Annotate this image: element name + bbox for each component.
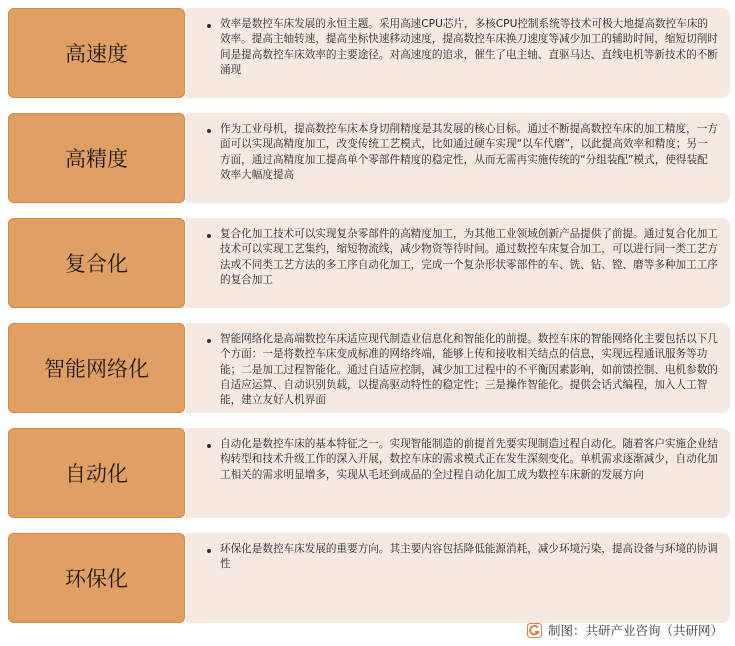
bullet-icon <box>207 234 211 238</box>
bullet-icon <box>207 24 211 28</box>
feature-list <box>8 8 730 623</box>
row-title: 高速度 <box>8 8 185 98</box>
row-description <box>186 218 730 308</box>
bullet-icon <box>207 129 211 133</box>
row-description <box>186 323 730 413</box>
gongyan-logo-icon <box>527 623 542 638</box>
bullet-icon <box>207 444 211 448</box>
row-description <box>186 533 730 623</box>
footer-text: 制图：共研产业咨询（共研网） <box>547 623 723 638</box>
list-item <box>8 218 730 308</box>
list-item <box>8 323 730 413</box>
list-item <box>8 428 730 518</box>
row-description <box>186 8 730 98</box>
list-item <box>8 113 730 203</box>
row-text: 环保化是数控车床发展的重要方向。其主要内容包括降低能源消耗，减少环境污染，提高设备与环境的协调性 <box>220 543 718 571</box>
list-item <box>8 8 730 98</box>
row-title: 智能网络化 <box>8 323 185 413</box>
bullet-icon <box>207 339 211 343</box>
row-text: 智能网络化是高端数控车床适应现代制造业信息化和智能化的前提。数控车床的智能网络化主要包括以下几个方面：一是将数控车床变成标准的网络终端，能够上传和接收相关结点的信息，实现远程通讯服务等功能；二是加工过程智能化。通过自适应控制，减少加工过程中的不平衡因素影响，如前馈控制、电机参数的自适应运算、自动识别负载，以提高驱动特性的稳定性；三是操作智能化。提供会话式编程，加入人工智能，建立友好人机界面 <box>220 333 718 407</box>
row-title: 高精度 <box>8 113 185 203</box>
row-text: 复合化加工技术可以实现复杂零部件的高精度加工，为其他工业领域创新产品提供了前提。通过复合化加工技术可以实现工艺集约，缩短物流线，减少物资等待时间。通过数控车床复合加工，可以进行同一类工艺方法或不同类工艺方法的多工序自动化加工，完成一个复杂形状零部件的车、铣、钻、镗、磨等多种加工工序的复合加工 <box>220 228 718 286</box>
row-description <box>186 113 730 203</box>
row-text: 作为工业母机，提高数控车床本身切削精度是其发展的核心目标。通过不断提高数控车床的加工精度，一方面可以实现高精度加工，改变传统工艺模式，比如通过硬车实现“以车代磨”，以此提高效率和精度；另一方面，通过高精度加工提高单个零部件精度的稳定性，从而无需再实施传统的“分组装配”模式，使得装配效率大幅度提高 <box>220 123 718 181</box>
row-title: 复合化 <box>8 218 185 308</box>
source-footer <box>527 621 723 639</box>
list-item <box>8 533 730 623</box>
row-title: 环保化 <box>8 533 185 623</box>
row-text: 自动化是数控车床的基本特征之一。实现智能制造的前提首先要实现制造过程自动化。随着客户实施企业结构转型和技术升级工作的深入开展，数控车床的需求模式正在发生深刻变化。单机需求逐渐减少，自动化加工相关的需求明显增多，实现从毛坯到成品的全过程自动化加工成为数控车床新的发展方向 <box>220 438 718 481</box>
row-description <box>186 428 730 518</box>
bullet-icon <box>207 549 211 553</box>
row-title: 自动化 <box>8 428 185 518</box>
row-text: 效率是数控车床发展的永恒主题。采用高速CPU芯片，多核CPU控制系统等技术可极大地提高数控车床的效率。提高主轴转速，提高坐标快速移动速度，提高数控车床换刀速度等减少加工的辅助时间，缩短切削时间是提高数控车床效率的主要途径。对高速度的追求，催生了电主轴、直驱马达、直线电机等新技术的不断涌现 <box>220 18 718 76</box>
